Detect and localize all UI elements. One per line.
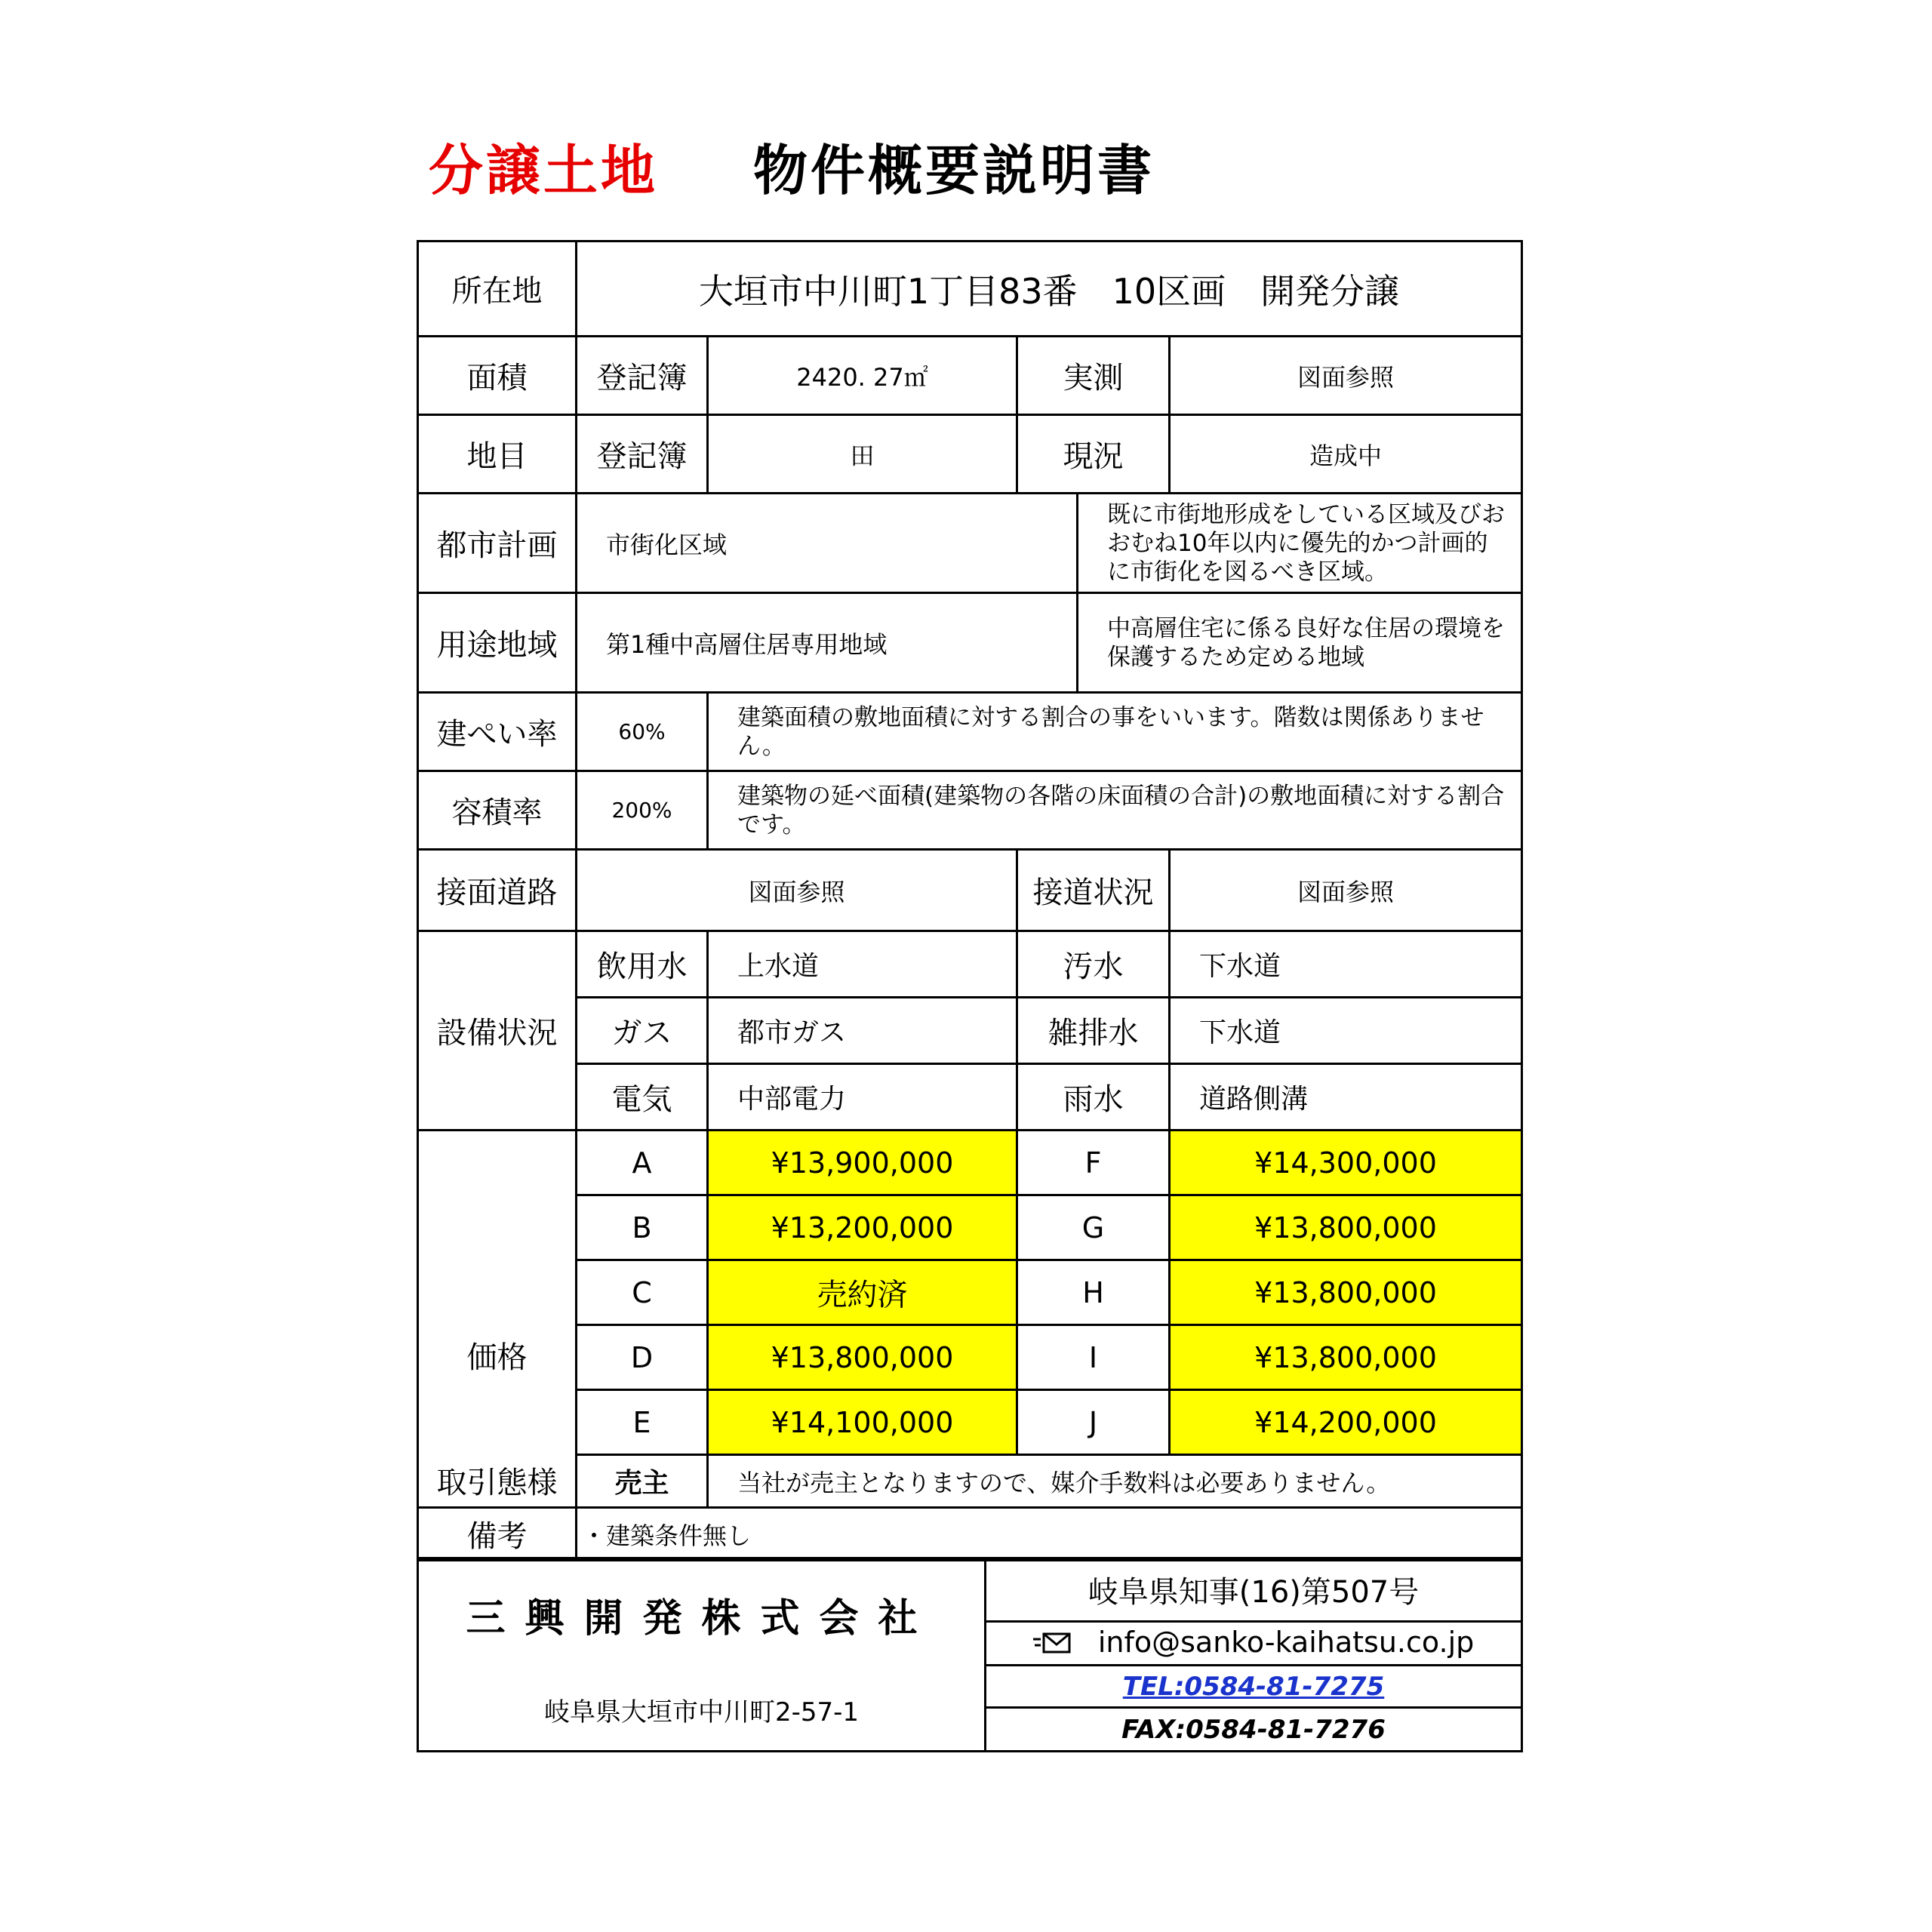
facility-value: 下水道 xyxy=(1170,931,1522,998)
facility-label: 電気 xyxy=(577,1064,708,1131)
facility-value: 都市ガス xyxy=(708,998,1017,1064)
row-area xyxy=(418,337,1522,415)
row-location xyxy=(418,242,1522,337)
price-row xyxy=(418,1260,1522,1325)
lot-code: H xyxy=(1017,1260,1170,1325)
company-info xyxy=(418,1558,986,1752)
coverage-label: 建ぺい率 xyxy=(418,693,577,771)
row-coverage xyxy=(418,693,1522,771)
lot-code: E xyxy=(577,1390,708,1455)
far-value: 200% xyxy=(577,771,708,850)
fax-number: FAX:0584-81-7276 xyxy=(986,1708,1522,1752)
row-remarks xyxy=(418,1508,1522,1561)
company-address: 岐阜県大垣市中川町2-57-1 xyxy=(543,1697,860,1727)
price-label-cell xyxy=(418,1131,577,1508)
lot-price: ¥13,800,000 xyxy=(1170,1260,1522,1325)
lot-code: A xyxy=(577,1131,708,1195)
email-row[interactable] xyxy=(986,1622,1522,1666)
city-planning-value: 市街化区域 xyxy=(577,494,1078,593)
facility-label: 飲用水 xyxy=(577,931,708,998)
land-category-label: 地目 xyxy=(418,415,577,494)
city-planning-label: 都市計画 xyxy=(418,494,577,593)
city-planning-description: 既に市街地形成をしている区域及びおおむね10年以内に優先的かつ計画的に市街化を図るべき区域。 xyxy=(1078,494,1522,593)
facility-label: ガス xyxy=(577,998,708,1064)
lot-code: D xyxy=(577,1325,708,1390)
far-description: 建築物の延べ面積(建築物の各階の床面積の合計)の敷地面積に対する割合です。 xyxy=(708,771,1522,850)
facility-row xyxy=(418,931,1522,998)
remarks-value: ・建築条件無し xyxy=(577,1508,1522,1561)
lot-code: B xyxy=(577,1195,708,1260)
facility-value: 中部電力 xyxy=(708,1064,1017,1131)
road-status-value: 図面参照 xyxy=(1170,850,1522,931)
title-land-for-sale: 分譲土地 xyxy=(429,139,659,202)
area-measured-value: 図面参照 xyxy=(1170,337,1522,415)
area-label: 面積 xyxy=(418,337,577,415)
land-category-registry-label: 登記簿 xyxy=(577,415,708,494)
area-registry-label: 登記簿 xyxy=(577,337,708,415)
lot-code: J xyxy=(1017,1390,1170,1455)
company-name: 三興開発株式会社 xyxy=(466,1596,937,1641)
property-summary-table xyxy=(417,240,1523,1561)
coverage-description: 建築面積の敷地面積に対する割合の事をいいます。階数は関係ありません。 xyxy=(708,693,1522,771)
lot-price: ¥13,200,000 xyxy=(708,1195,1017,1260)
price-row xyxy=(418,1325,1522,1390)
use-district-label: 用途地域 xyxy=(418,593,577,693)
facility-value: 下水道 xyxy=(1170,998,1522,1064)
transaction-description: 当社が売主となりますので、媒介手数料は必要ありません。 xyxy=(708,1455,1522,1508)
price-label: 価格 xyxy=(466,1340,528,1375)
use-district-description: 中高層住宅に係る良好な住居の環境を保護するため定める地域 xyxy=(1078,593,1522,693)
row-road xyxy=(418,850,1522,931)
road-label: 接面道路 xyxy=(418,850,577,931)
lot-price: 売約済 xyxy=(708,1260,1017,1325)
facility-label: 雑排水 xyxy=(1017,998,1170,1064)
tel-link[interactable]: TEL:0584-81-7275 xyxy=(986,1666,1522,1708)
price-row xyxy=(418,1390,1522,1455)
row-transaction xyxy=(418,1455,1522,1508)
area-registry-value: 2420. 27㎡ xyxy=(708,337,1017,415)
transaction-type: 売主 xyxy=(577,1455,708,1508)
company-footer xyxy=(417,1557,1523,1752)
row-use-district xyxy=(418,593,1522,693)
lot-price: ¥13,800,000 xyxy=(708,1325,1017,1390)
area-measured-label: 実測 xyxy=(1017,337,1170,415)
road-status-label: 接道状況 xyxy=(1017,850,1170,931)
far-label: 容積率 xyxy=(418,771,577,850)
location-label: 所在地 xyxy=(418,242,577,337)
row-floor-area-ratio xyxy=(418,771,1522,850)
price-row xyxy=(418,1131,1522,1195)
use-district-value: 第1種中高層住居専用地域 xyxy=(577,593,1078,693)
facility-row xyxy=(418,998,1522,1064)
facility-label: 雨水 xyxy=(1017,1064,1170,1131)
lot-price: ¥14,300,000 xyxy=(1170,1131,1522,1195)
facility-value: 道路側溝 xyxy=(1170,1064,1522,1131)
mail-icon xyxy=(1033,1628,1072,1661)
facilities-label: 設備状況 xyxy=(418,931,577,1131)
row-land-category xyxy=(418,415,1522,494)
location-value: 大垣市中川町1丁目83番 10区画 開発分譲 xyxy=(577,242,1522,337)
title-property-summary: 物件概要説明書 xyxy=(753,139,1155,202)
lot-price: ¥13,900,000 xyxy=(708,1131,1017,1195)
price-row xyxy=(418,1195,1522,1260)
coverage-value: 60% xyxy=(577,693,708,771)
lot-code: G xyxy=(1017,1195,1170,1260)
lot-price: ¥14,100,000 xyxy=(708,1390,1017,1455)
facility-row xyxy=(418,1064,1522,1131)
lot-price: ¥13,800,000 xyxy=(1170,1195,1522,1260)
transaction-label: 取引態様 xyxy=(436,1466,558,1500)
remarks-label: 備考 xyxy=(418,1508,577,1561)
lot-code: I xyxy=(1017,1325,1170,1390)
row-city-planning xyxy=(418,494,1522,593)
land-category-current-value: 造成中 xyxy=(1170,415,1522,494)
land-category-registry-value: 田 xyxy=(708,415,1017,494)
facility-value: 上水道 xyxy=(708,931,1017,998)
lot-price: ¥14,200,000 xyxy=(1170,1390,1522,1455)
lot-code: F xyxy=(1017,1131,1170,1195)
email-address[interactable]: info@sanko-kaihatsu.co.jp xyxy=(1097,1626,1475,1660)
lot-code: C xyxy=(577,1260,708,1325)
land-category-current-label: 現況 xyxy=(1017,415,1170,494)
license-number: 岐阜県知事(16)第507号 xyxy=(986,1558,1522,1622)
facility-label: 汚水 xyxy=(1017,931,1170,998)
lot-price: ¥13,800,000 xyxy=(1170,1325,1522,1390)
road-value: 図面参照 xyxy=(577,850,1017,931)
